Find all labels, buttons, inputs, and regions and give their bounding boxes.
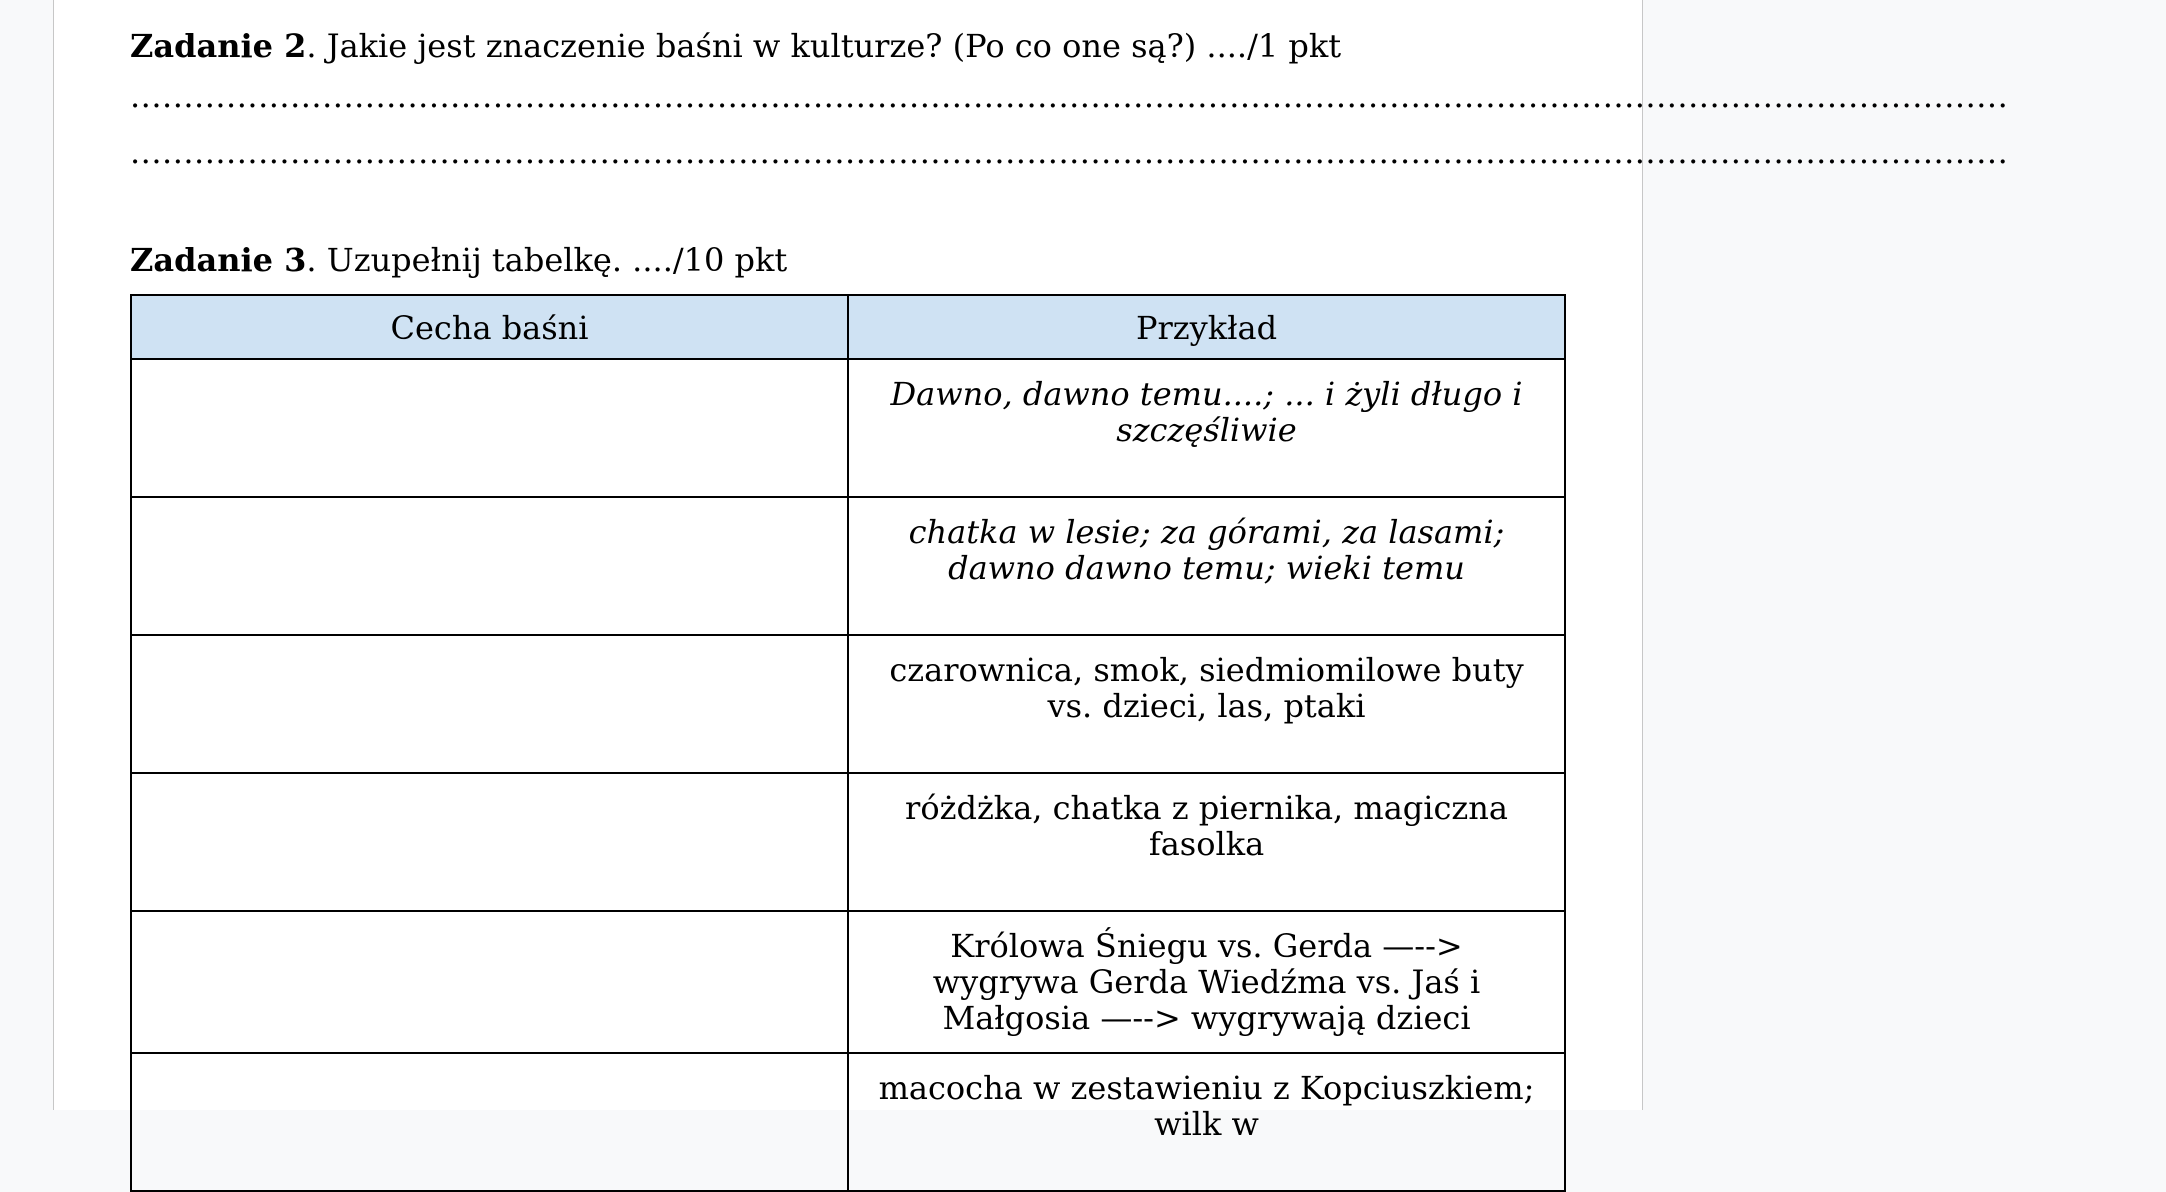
answer-line-2[interactable]: ................................................................................................................................................................................ (130, 133, 2009, 171)
feature-cell[interactable] (131, 635, 848, 773)
spacer (130, 180, 1570, 238)
header-feature: Cecha baśni (131, 295, 848, 359)
example-cell: czarownica, smok, siedmiomilowe buty vs. dzieci, las, ptaki (848, 635, 1565, 773)
table-row (131, 911, 1565, 1053)
example-cell: macocha w zestawieniu z Kopciuszkiem; wilk w (848, 1053, 1565, 1191)
table-row (131, 1053, 1565, 1191)
task-3-text: . Uzupełnij tabelkę. ..../10 pkt (306, 241, 788, 279)
feature-table (130, 294, 1566, 1192)
feature-cell[interactable] (131, 773, 848, 911)
feature-cell[interactable] (131, 359, 848, 497)
feature-cell[interactable] (131, 1053, 848, 1191)
example-cell: Dawno, dawno temu....; ... i żyli długo i szczęśliwie (848, 359, 1565, 497)
table-row (131, 635, 1565, 773)
document-content (130, 24, 2009, 1192)
task-2-text: . Jakie jest znaczenie baśni w kulturze? (Po co one są?) ..../1 pkt (306, 27, 1342, 65)
table-row (131, 773, 1565, 911)
table-row (131, 497, 1565, 635)
task-3-label: Zadanie 3 (130, 241, 307, 279)
task-3-heading (130, 238, 1570, 282)
example-cell: Królowa Śniegu vs. Gerda —--> wygrywa Gerda Wiedźma vs. Jaś i Małgosia —--> wygrywają dzieci (848, 911, 1565, 1053)
document-page (53, 0, 2009, 1143)
feature-cell[interactable] (131, 911, 848, 1053)
task-2-heading (130, 24, 1570, 68)
header-example: Przykład (848, 295, 1565, 359)
feature-cell[interactable] (131, 497, 848, 635)
table-header-row (131, 295, 1565, 359)
answer-line-1[interactable]: ................................................................................................................................................................................ (130, 77, 2009, 115)
table-row (131, 359, 1565, 497)
task-2-label: Zadanie 2 (130, 27, 307, 65)
example-cell: różdżka, chatka z piernika, magiczna fasolka (848, 773, 1565, 911)
example-cell: chatka w lesie; za górami, za lasami; dawno dawno temu; wieki temu (848, 497, 1565, 635)
